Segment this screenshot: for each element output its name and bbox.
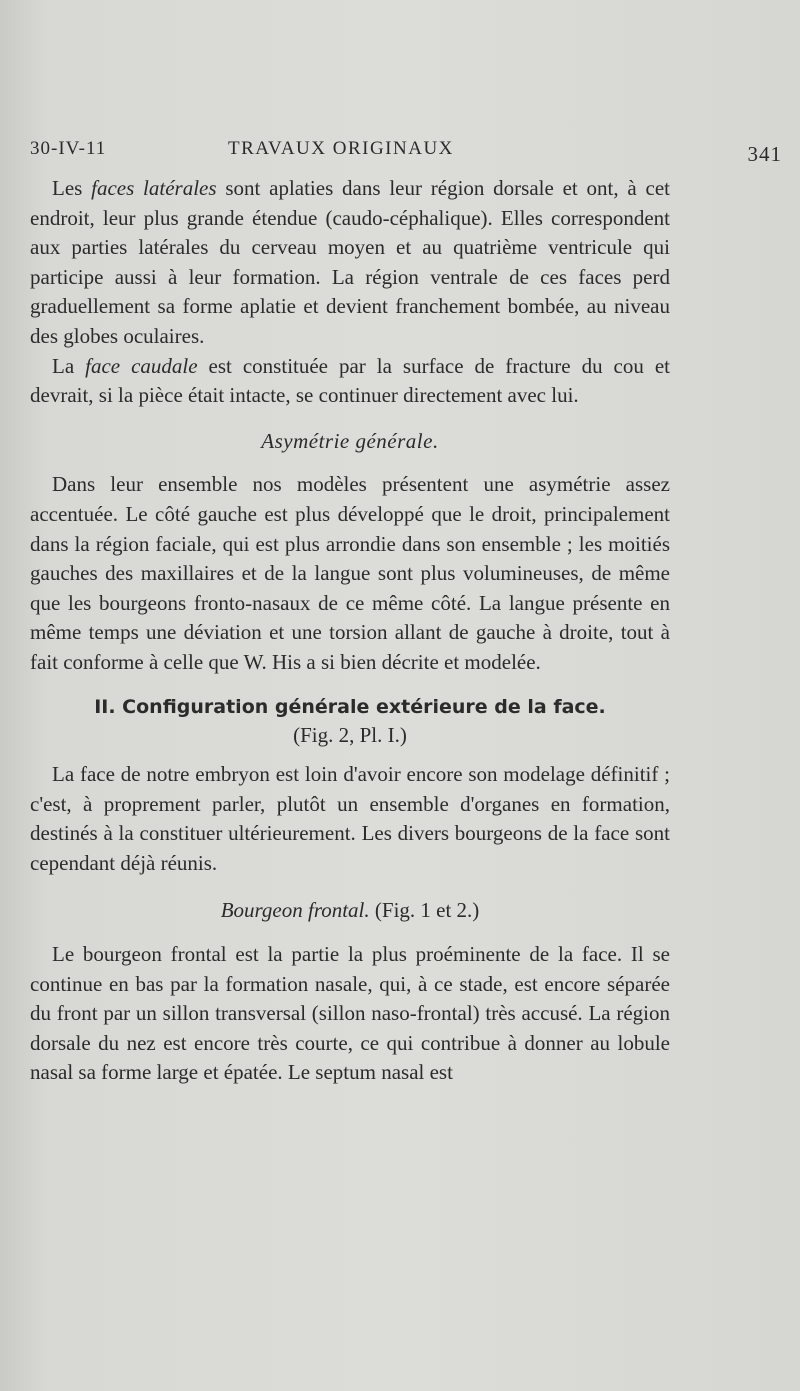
subheading-italic: Bourgeon frontal. bbox=[220, 898, 370, 923]
section-figure-ref: (Fig. 2, Pl. I.) bbox=[293, 722, 407, 747]
header-title: TRAVAUX ORIGINAUX bbox=[228, 138, 454, 159]
text-run: est constituée par la surface de fracture du cou et devrait, si la pièce était intacte, se continuer directement avec lui. bbox=[30, 353, 670, 408]
text-run: La bbox=[52, 353, 86, 378]
text-run: Les bbox=[52, 176, 92, 200]
text-run: sont aplaties dans leur région dorsale et ont, à cet endroit, leur plus grande étendue (caudo-céphalique). Elles correspondent aux parties latérales du cerveau moyen et au quatrième ventricule qui participe aussi à leur formation. La région ventrale de ces faces perd graduellement sa forme aplatie et devient franchement bombée, au niveau des globes oculaires. bbox=[30, 176, 670, 348]
running-header bbox=[30, 138, 782, 168]
paragraph-face-caudale bbox=[30, 352, 670, 411]
body-text bbox=[30, 174, 670, 1088]
paragraph-asymetrie: Dans leur ensemble nos modèles présentent une asymétrie assez accentuée. Le côté gauche est plus développé que le droit, principalement dans la région faciale, qui est plus arrondie dans son ensemble ; les moitiés gauches des maxillaires et de la langue sont plus volumineuses, de même que les bourgeons fronto-nasaux de ce même côté. La langue présente en même temps une déviation et une torsion allant de gauche à droite, tout à fait conforme à celle que W. His a si bien décrite et modelée. bbox=[30, 472, 670, 674]
italic-term: face caudale bbox=[85, 353, 198, 378]
subheading-bourgeon-frontal bbox=[30, 896, 670, 926]
italic-term: faces latérales bbox=[91, 176, 217, 200]
section-heading: II. Configuration générale extérieure de la face. bbox=[94, 695, 606, 718]
paragraph-face-embryon: La face de notre embryon est loin d'avoir encore son modelage définitif ; c'est, à proprement parler, plutôt un ensemble d'organes en formation, destinés à la constituer ultérieurement. Les divers bourgeons de la face sont cependant déjà réunis. bbox=[30, 762, 670, 875]
subheading-asymetrie: Asymétrie générale. bbox=[261, 428, 439, 453]
page-number: 341 bbox=[747, 142, 782, 166]
header-date: 30-IV-11 bbox=[30, 138, 107, 159]
subheading-ref: (Fig. 1 et 2.) bbox=[369, 898, 480, 923]
paragraph-faces-laterales bbox=[30, 174, 670, 352]
paragraph-bourgeon-frontal: Le bourgeon frontal est la partie la plus proéminente de la face. Il se continue en bas par la formation nasale, qui, à ce stade, est encore séparée du front par un sillon transversal (sillon naso-frontal) très accusé. La région dorsale du nez est encore très courte, ce qui contribue à donner au lobule nasal sa forme large et épatée. Le septum nasal est bbox=[30, 942, 670, 1085]
